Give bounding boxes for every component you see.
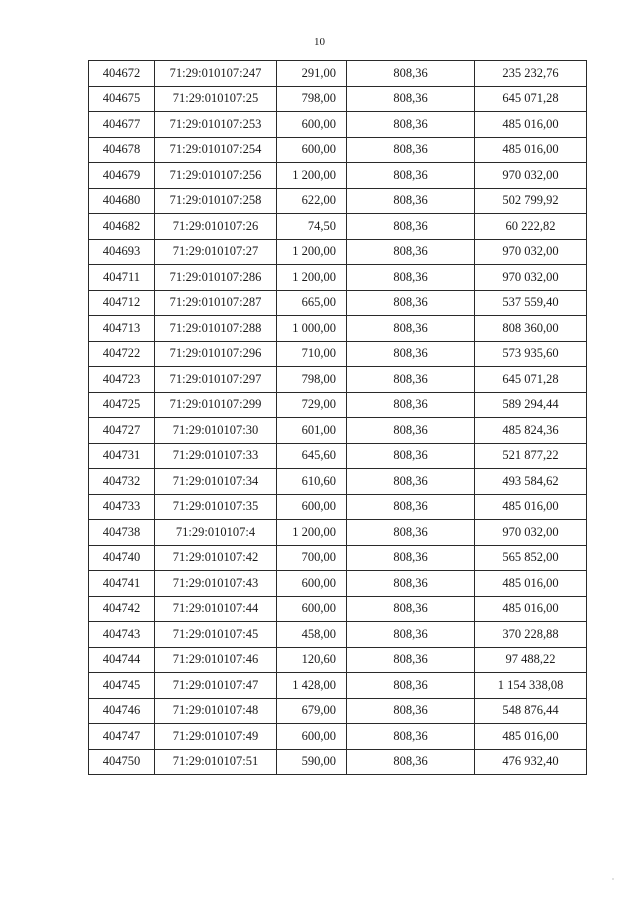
cell-cadastral-number: 71:29:010107:42 bbox=[155, 545, 277, 571]
cell-object-id: 404727 bbox=[89, 418, 155, 444]
table-row bbox=[89, 61, 587, 87]
cell-cadastral-number: 71:29:010107:51 bbox=[155, 749, 277, 775]
cell-cadastral-number: 71:29:010107:288 bbox=[155, 316, 277, 342]
cell-cadastral-value: 60 222,82 bbox=[475, 214, 587, 240]
cell-specific-value: 808,36 bbox=[347, 443, 475, 469]
table-row bbox=[89, 163, 587, 189]
cell-cadastral-value: 485 016,00 bbox=[475, 112, 587, 138]
cell-area: 600,00 bbox=[277, 724, 347, 750]
cell-cadastral-number: 71:29:010107:49 bbox=[155, 724, 277, 750]
cell-cadastral-number: 71:29:010107:47 bbox=[155, 673, 277, 699]
cell-cadastral-value: 370 228,88 bbox=[475, 622, 587, 648]
table-row bbox=[89, 418, 587, 444]
cell-cadastral-number: 71:29:010107:30 bbox=[155, 418, 277, 444]
cell-area: 600,00 bbox=[277, 571, 347, 597]
cell-area: 291,00 bbox=[277, 61, 347, 87]
cadastral-value-table bbox=[88, 60, 587, 775]
cell-specific-value: 808,36 bbox=[347, 265, 475, 291]
cell-cadastral-number: 71:29:010107:25 bbox=[155, 86, 277, 112]
cell-cadastral-number: 71:29:010107:35 bbox=[155, 494, 277, 520]
table-row bbox=[89, 494, 587, 520]
cell-cadastral-value: 476 932,40 bbox=[475, 749, 587, 775]
cell-cadastral-value: 485 824,36 bbox=[475, 418, 587, 444]
table-row bbox=[89, 265, 587, 291]
cell-cadastral-value: 970 032,00 bbox=[475, 239, 587, 265]
cell-object-id: 404731 bbox=[89, 443, 155, 469]
table-row bbox=[89, 647, 587, 673]
cell-area: 120,60 bbox=[277, 647, 347, 673]
cell-cadastral-value: 1 154 338,08 bbox=[475, 673, 587, 699]
cell-object-id: 404750 bbox=[89, 749, 155, 775]
cell-cadastral-number: 71:29:010107:256 bbox=[155, 163, 277, 189]
cell-cadastral-value: 493 584,62 bbox=[475, 469, 587, 495]
cell-area: 665,00 bbox=[277, 290, 347, 316]
table-row bbox=[89, 316, 587, 342]
cell-area: 601,00 bbox=[277, 418, 347, 444]
cell-cadastral-number: 71:29:010107:299 bbox=[155, 392, 277, 418]
cell-specific-value: 808,36 bbox=[347, 112, 475, 138]
table-row bbox=[89, 341, 587, 367]
cell-cadastral-value: 970 032,00 bbox=[475, 265, 587, 291]
cell-area: 798,00 bbox=[277, 367, 347, 393]
cell-cadastral-number: 71:29:010107:45 bbox=[155, 622, 277, 648]
cell-object-id: 404745 bbox=[89, 673, 155, 699]
cell-area: 1 428,00 bbox=[277, 673, 347, 699]
cell-specific-value: 808,36 bbox=[347, 367, 475, 393]
cell-object-id: 404725 bbox=[89, 392, 155, 418]
cell-cadastral-number: 71:29:010107:33 bbox=[155, 443, 277, 469]
cell-cadastral-value: 537 559,40 bbox=[475, 290, 587, 316]
cell-specific-value: 808,36 bbox=[347, 137, 475, 163]
cell-cadastral-number: 71:29:010107:44 bbox=[155, 596, 277, 622]
table-row bbox=[89, 469, 587, 495]
cell-area: 1 000,00 bbox=[277, 316, 347, 342]
cell-area: 1 200,00 bbox=[277, 239, 347, 265]
cell-object-id: 404738 bbox=[89, 520, 155, 546]
cell-cadastral-value: 485 016,00 bbox=[475, 724, 587, 750]
cell-specific-value: 808,36 bbox=[347, 316, 475, 342]
cell-object-id: 404722 bbox=[89, 341, 155, 367]
cell-cadastral-number: 71:29:010107:286 bbox=[155, 265, 277, 291]
cell-object-id: 404746 bbox=[89, 698, 155, 724]
cell-cadastral-value: 235 232,76 bbox=[475, 61, 587, 87]
cell-cadastral-value: 970 032,00 bbox=[475, 163, 587, 189]
cell-cadastral-number: 71:29:010107:297 bbox=[155, 367, 277, 393]
cell-cadastral-number: 71:29:010107:253 bbox=[155, 112, 277, 138]
table-row bbox=[89, 724, 587, 750]
cell-area: 622,00 bbox=[277, 188, 347, 214]
cell-cadastral-number: 71:29:010107:4 bbox=[155, 520, 277, 546]
cell-specific-value: 808,36 bbox=[347, 469, 475, 495]
table-row bbox=[89, 596, 587, 622]
cell-cadastral-value: 485 016,00 bbox=[475, 137, 587, 163]
scan-speck bbox=[612, 878, 614, 880]
table-row bbox=[89, 571, 587, 597]
cell-cadastral-number: 71:29:010107:296 bbox=[155, 341, 277, 367]
cell-specific-value: 808,36 bbox=[347, 545, 475, 571]
cell-specific-value: 808,36 bbox=[347, 622, 475, 648]
cell-object-id: 404712 bbox=[89, 290, 155, 316]
cell-area: 610,60 bbox=[277, 469, 347, 495]
cell-specific-value: 808,36 bbox=[347, 571, 475, 597]
cell-cadastral-value: 645 071,28 bbox=[475, 367, 587, 393]
cell-cadastral-number: 71:29:010107:27 bbox=[155, 239, 277, 265]
cell-specific-value: 808,36 bbox=[347, 418, 475, 444]
cell-cadastral-number: 71:29:010107:254 bbox=[155, 137, 277, 163]
table-row bbox=[89, 367, 587, 393]
cell-cadastral-number: 71:29:010107:247 bbox=[155, 61, 277, 87]
cell-area: 600,00 bbox=[277, 137, 347, 163]
cell-cadastral-value: 485 016,00 bbox=[475, 494, 587, 520]
cell-object-id: 404693 bbox=[89, 239, 155, 265]
cell-object-id: 404682 bbox=[89, 214, 155, 240]
cell-cadastral-value: 485 016,00 bbox=[475, 596, 587, 622]
table-row bbox=[89, 520, 587, 546]
page-number: 10 bbox=[314, 36, 325, 48]
cell-specific-value: 808,36 bbox=[347, 290, 475, 316]
cell-area: 74,50 bbox=[277, 214, 347, 240]
cell-specific-value: 808,36 bbox=[347, 520, 475, 546]
cell-object-id: 404733 bbox=[89, 494, 155, 520]
table-row bbox=[89, 698, 587, 724]
cell-object-id: 404747 bbox=[89, 724, 155, 750]
table-body bbox=[89, 61, 587, 775]
table-row bbox=[89, 290, 587, 316]
cell-specific-value: 808,36 bbox=[347, 596, 475, 622]
cell-cadastral-value: 502 799,92 bbox=[475, 188, 587, 214]
cell-area: 600,00 bbox=[277, 112, 347, 138]
table-row bbox=[89, 749, 587, 775]
cell-specific-value: 808,36 bbox=[347, 239, 475, 265]
cell-cadastral-number: 71:29:010107:46 bbox=[155, 647, 277, 673]
table-row bbox=[89, 443, 587, 469]
cell-object-id: 404743 bbox=[89, 622, 155, 648]
cell-area: 700,00 bbox=[277, 545, 347, 571]
cell-specific-value: 808,36 bbox=[347, 724, 475, 750]
cell-specific-value: 808,36 bbox=[347, 163, 475, 189]
cell-area: 729,00 bbox=[277, 392, 347, 418]
cell-object-id: 404678 bbox=[89, 137, 155, 163]
cell-area: 1 200,00 bbox=[277, 163, 347, 189]
table-row bbox=[89, 392, 587, 418]
cell-specific-value: 808,36 bbox=[347, 494, 475, 520]
cell-object-id: 404713 bbox=[89, 316, 155, 342]
cell-specific-value: 808,36 bbox=[347, 392, 475, 418]
cell-object-id: 404679 bbox=[89, 163, 155, 189]
cell-object-id: 404723 bbox=[89, 367, 155, 393]
cell-area: 645,60 bbox=[277, 443, 347, 469]
cell-cadastral-number: 71:29:010107:48 bbox=[155, 698, 277, 724]
cell-cadastral-number: 71:29:010107:287 bbox=[155, 290, 277, 316]
cell-specific-value: 808,36 bbox=[347, 698, 475, 724]
cell-area: 679,00 bbox=[277, 698, 347, 724]
cell-area: 710,00 bbox=[277, 341, 347, 367]
cell-specific-value: 808,36 bbox=[347, 749, 475, 775]
cell-cadastral-value: 970 032,00 bbox=[475, 520, 587, 546]
cell-cadastral-number: 71:29:010107:43 bbox=[155, 571, 277, 597]
cell-cadastral-value: 573 935,60 bbox=[475, 341, 587, 367]
cell-area: 1 200,00 bbox=[277, 520, 347, 546]
cell-specific-value: 808,36 bbox=[347, 61, 475, 87]
cell-specific-value: 808,36 bbox=[347, 673, 475, 699]
cell-cadastral-value: 97 488,22 bbox=[475, 647, 587, 673]
cell-object-id: 404741 bbox=[89, 571, 155, 597]
cell-object-id: 404677 bbox=[89, 112, 155, 138]
cell-cadastral-number: 71:29:010107:258 bbox=[155, 188, 277, 214]
cell-specific-value: 808,36 bbox=[347, 86, 475, 112]
cell-cadastral-value: 589 294,44 bbox=[475, 392, 587, 418]
cell-object-id: 404740 bbox=[89, 545, 155, 571]
table-row bbox=[89, 239, 587, 265]
table-row bbox=[89, 673, 587, 699]
cell-cadastral-number: 71:29:010107:34 bbox=[155, 469, 277, 495]
cell-specific-value: 808,36 bbox=[347, 341, 475, 367]
table-row bbox=[89, 214, 587, 240]
cell-object-id: 404732 bbox=[89, 469, 155, 495]
cell-object-id: 404711 bbox=[89, 265, 155, 291]
cell-area: 600,00 bbox=[277, 494, 347, 520]
cell-object-id: 404742 bbox=[89, 596, 155, 622]
table-row bbox=[89, 545, 587, 571]
table-row bbox=[89, 137, 587, 163]
cell-object-id: 404680 bbox=[89, 188, 155, 214]
cell-cadastral-value: 808 360,00 bbox=[475, 316, 587, 342]
cell-specific-value: 808,36 bbox=[347, 647, 475, 673]
cell-object-id: 404675 bbox=[89, 86, 155, 112]
table-row bbox=[89, 112, 587, 138]
cell-area: 458,00 bbox=[277, 622, 347, 648]
cell-area: 798,00 bbox=[277, 86, 347, 112]
cell-area: 590,00 bbox=[277, 749, 347, 775]
cell-area: 1 200,00 bbox=[277, 265, 347, 291]
cell-cadastral-value: 645 071,28 bbox=[475, 86, 587, 112]
cell-object-id: 404672 bbox=[89, 61, 155, 87]
cell-cadastral-value: 485 016,00 bbox=[475, 571, 587, 597]
cell-area: 600,00 bbox=[277, 596, 347, 622]
cell-specific-value: 808,36 bbox=[347, 214, 475, 240]
cell-cadastral-number: 71:29:010107:26 bbox=[155, 214, 277, 240]
table-row bbox=[89, 622, 587, 648]
cell-cadastral-value: 565 852,00 bbox=[475, 545, 587, 571]
cell-cadastral-value: 521 877,22 bbox=[475, 443, 587, 469]
table-row bbox=[89, 86, 587, 112]
cell-specific-value: 808,36 bbox=[347, 188, 475, 214]
table-row bbox=[89, 188, 587, 214]
cell-cadastral-value: 548 876,44 bbox=[475, 698, 587, 724]
cell-object-id: 404744 bbox=[89, 647, 155, 673]
